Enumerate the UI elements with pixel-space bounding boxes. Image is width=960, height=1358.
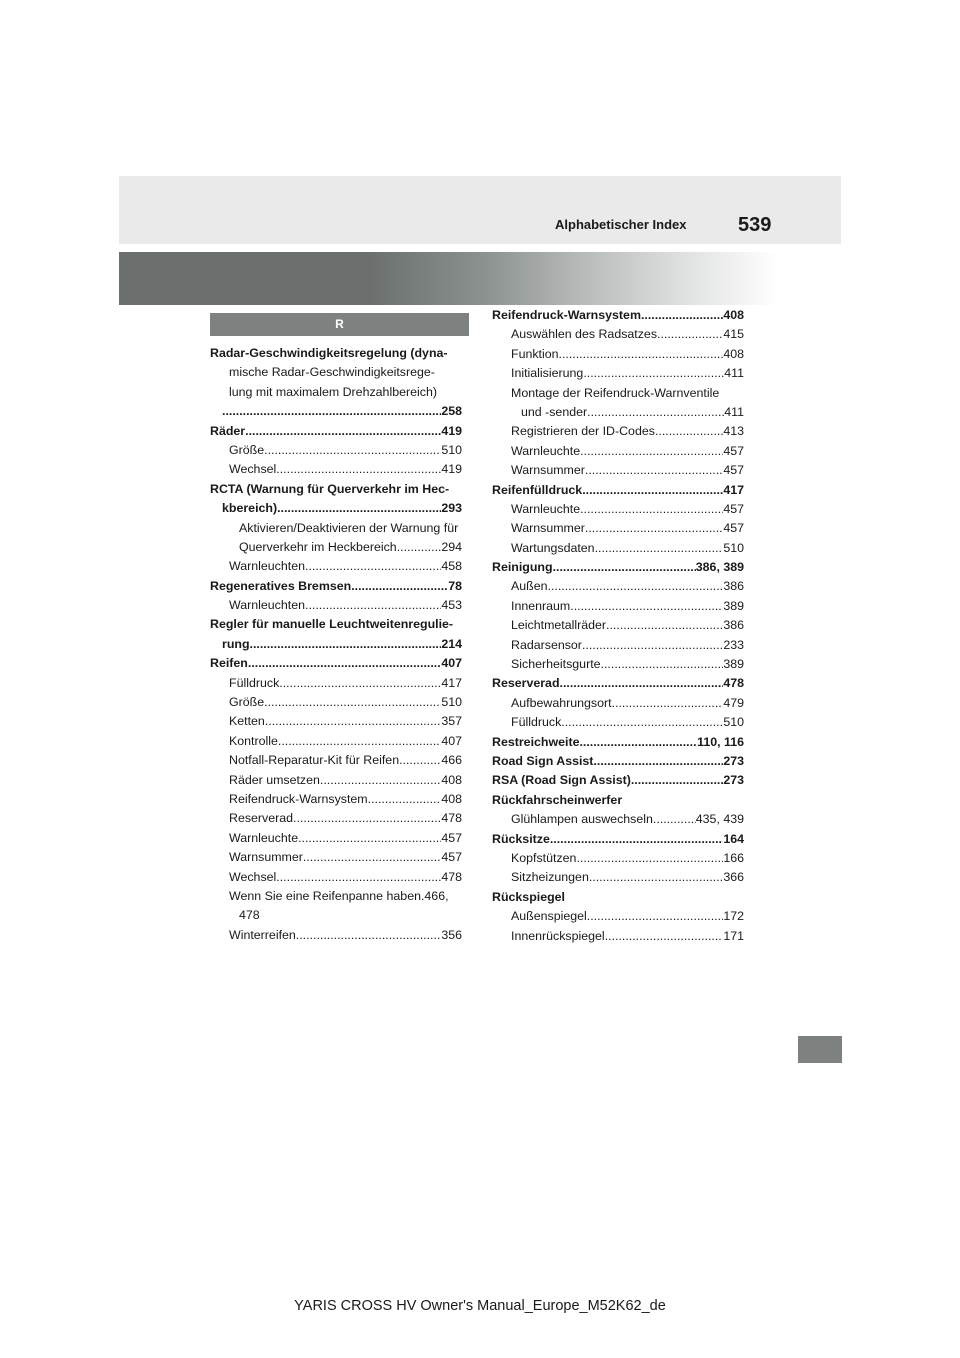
- index-subentry: [210, 771, 462, 790]
- index-subentry: [210, 868, 462, 887]
- index-entry: [492, 674, 744, 693]
- page-reference: 386, 389: [695, 560, 744, 575]
- dot-leader: [248, 654, 441, 673]
- entry-label: Wechsel: [229, 462, 277, 477]
- entry-label: Größe: [229, 442, 265, 457]
- dot-leader: [585, 519, 723, 538]
- index-subentry: [492, 325, 744, 344]
- page-reference: 466: [441, 753, 462, 768]
- entry-label: Reserverad: [492, 676, 560, 691]
- index-subentry: [492, 907, 744, 926]
- entry-label: Querverkehr im Heckbereich: [239, 539, 397, 554]
- page-number: 539: [738, 214, 772, 236]
- dot-leader: [589, 868, 723, 887]
- dot-leader: [303, 848, 441, 867]
- page-reference: 408: [723, 346, 744, 361]
- dot-leader: [265, 712, 441, 731]
- dot-leader: [601, 655, 724, 674]
- dot-leader: [278, 732, 441, 751]
- dot-leader: [605, 927, 724, 946]
- dot-leader: [320, 771, 441, 790]
- entry-label: Notfall-Reparatur-Kit für Reifen: [229, 753, 400, 768]
- dot-leader: [550, 830, 723, 849]
- dot-leader: [641, 306, 723, 325]
- entry-label: Fülldruck: [229, 675, 280, 690]
- entry-label: Sitzheizungen: [511, 870, 589, 885]
- index-subentry: [492, 868, 744, 887]
- index-subentry-text: Montage der Reifendruck-Warnventile: [511, 385, 720, 400]
- page-reference: 457: [441, 830, 462, 845]
- page-reference: 415: [723, 327, 744, 342]
- page-reference: 478: [723, 676, 744, 691]
- index-subentry: [492, 810, 744, 829]
- index-subentry: [492, 694, 744, 713]
- entry-label: Warnleuchte: [229, 830, 299, 845]
- dot-leader: [612, 694, 724, 713]
- page-reference: 419: [441, 462, 462, 477]
- index-entry: [492, 830, 744, 849]
- page-reference: 357: [441, 714, 462, 729]
- index-subentry: [492, 636, 744, 655]
- page-reference: 166: [723, 850, 744, 865]
- index-entry: [210, 499, 462, 518]
- entry-label: Warnleuchte: [511, 501, 581, 516]
- index-subentry: [210, 538, 462, 557]
- index-subentry: [492, 597, 744, 616]
- index-subentry: [492, 442, 744, 461]
- index-entry-text: Radar-Geschwindigkeitsregelung (dyna-: [210, 346, 448, 360]
- index-subentry-text: Wenn Sie eine Reifenpanne haben.466,: [229, 888, 449, 903]
- dot-leader: [579, 733, 697, 752]
- index-subentry: [210, 809, 462, 828]
- decorative-band: [119, 252, 779, 305]
- page-reference: 233: [723, 637, 744, 652]
- dot-leader: [657, 325, 723, 344]
- index-subentry: [492, 461, 744, 480]
- index-entry: [492, 733, 744, 752]
- entry-label: Warnsummer: [229, 850, 303, 865]
- entry-label: Regeneratives Bremsen: [210, 578, 352, 593]
- dot-leader: [559, 345, 724, 364]
- index-subentry: [210, 441, 462, 460]
- page-reference: 457: [723, 443, 744, 458]
- index-subentry: [492, 519, 744, 538]
- dot-leader: [399, 751, 441, 770]
- index-subentry: [210, 751, 462, 770]
- dot-leader: [264, 441, 441, 460]
- page-reference: 386: [723, 579, 744, 594]
- index-subentry-text: lung mit maximalem Drehzahlbereich): [229, 384, 437, 399]
- entry-label: Räder: [210, 423, 246, 438]
- index-subentry: [492, 927, 744, 946]
- index-entry: [210, 402, 462, 421]
- dot-leader: [587, 907, 724, 926]
- page-reference: 386: [723, 618, 744, 633]
- index-letter-header: R: [210, 313, 469, 336]
- index-column-left: [210, 344, 462, 945]
- entry-label: Kontrolle: [229, 733, 278, 748]
- index-entry: [210, 635, 462, 654]
- entry-label: Reserverad: [229, 811, 294, 826]
- index-subentry: [492, 500, 744, 519]
- dot-leader: [250, 635, 442, 654]
- page-reference: 408: [723, 308, 744, 322]
- thumb-index-tab: [798, 1036, 842, 1063]
- entry-label: Sicherheitsgurte: [511, 657, 601, 672]
- entry-label: Wechsel: [229, 869, 277, 884]
- dot-leader: [631, 771, 723, 790]
- dot-leader: [276, 460, 441, 479]
- page-reference: 78: [448, 578, 462, 593]
- index-entry: [210, 422, 462, 441]
- dot-leader: [553, 558, 696, 577]
- index-subentry: [210, 790, 462, 809]
- page-footer: YARIS CROSS HV Owner's Manual_Europe_M52K62_de: [294, 1298, 666, 1314]
- dot-leader: [397, 538, 442, 557]
- page-reference: 435, 439: [695, 812, 744, 827]
- dot-leader: [570, 597, 723, 616]
- index-entry-text: RCTA (Warnung für Querverkehr im Hec-: [210, 481, 450, 496]
- index-subentry: [210, 848, 462, 867]
- index-entry: [210, 654, 462, 673]
- page-reference: 273: [723, 773, 744, 788]
- entry-label: Reifenfülldruck: [492, 482, 583, 497]
- entry-label: Reinigung: [492, 560, 553, 575]
- page-reference: 478: [441, 869, 462, 884]
- entry-label: Räder umsetzen: [229, 772, 320, 787]
- entry-label: Warnleuchten: [229, 559, 305, 574]
- index-subentry: [210, 712, 462, 731]
- entry-label: Ketten: [229, 714, 265, 729]
- entry-label: Glühlampen auswechseln: [511, 812, 653, 827]
- page-reference: 453: [441, 598, 462, 613]
- dot-leader: [653, 810, 696, 829]
- entry-label: Auswählen des Radsatzes: [511, 327, 658, 342]
- dot-leader: [298, 829, 441, 848]
- index-entry-text: Regler für manuelle Leuchtweitenregulie-: [210, 617, 454, 632]
- page-reference: 214: [441, 636, 462, 651]
- index-subentry-text: Aktivieren/Deaktivieren der Warnung für: [239, 520, 459, 535]
- page-reference: 172: [723, 909, 744, 924]
- dot-leader: [561, 713, 723, 732]
- dot-leader: [576, 849, 723, 868]
- index-subentry: [492, 345, 744, 364]
- index-subentry: [492, 577, 744, 596]
- index-subentry: [492, 655, 744, 674]
- dot-leader: [655, 422, 723, 441]
- page-reference: 389: [723, 598, 744, 613]
- header-band: [119, 176, 841, 244]
- entry-label: Road Sign Assist: [492, 753, 594, 768]
- dot-leader: [305, 596, 441, 615]
- entry-label: Initialisierung: [511, 366, 584, 381]
- entry-label: Leichtmetallräder: [511, 618, 607, 633]
- entry-label: Wartungsdaten: [511, 540, 595, 555]
- page-reference: 171: [723, 928, 744, 943]
- entry-label: Innenrückspiegel: [511, 928, 605, 943]
- dot-leader: [305, 557, 441, 576]
- page-reference: 356: [441, 927, 462, 942]
- index-subentry: [210, 460, 462, 479]
- index-subentry-text: 478: [239, 908, 260, 923]
- dot-leader: [580, 500, 723, 519]
- index-subentry: [210, 732, 462, 751]
- page-reference: 419: [441, 423, 462, 438]
- dot-leader: [277, 499, 441, 518]
- dot-leader: [582, 636, 723, 655]
- dot-leader: [560, 674, 724, 693]
- index-subentry: [492, 713, 744, 732]
- index-subentry: [492, 364, 744, 383]
- dot-leader: [368, 790, 442, 809]
- page-reference: 273: [723, 753, 744, 768]
- page-reference: 510: [441, 442, 462, 457]
- entry-label: Warnsummer: [511, 463, 585, 478]
- index-subentry: [492, 849, 744, 868]
- page-reference: 411: [724, 366, 744, 381]
- dot-leader: [582, 481, 723, 500]
- dot-leader: [279, 674, 441, 693]
- dot-leader: [276, 868, 441, 887]
- entry-label: Reifen: [210, 656, 248, 671]
- index-subentry-text: mische Radar-Geschwindigkeitsrege-: [229, 365, 435, 380]
- index-subentry: [210, 596, 462, 615]
- index-entry-text: Rückfahrscheinwerfer: [492, 792, 623, 807]
- index-subentry: [492, 422, 744, 441]
- page-reference: 417: [723, 482, 744, 497]
- entry-label: Fülldruck: [511, 715, 562, 730]
- dot-leader: [583, 364, 724, 383]
- page-reference: 411: [724, 404, 744, 419]
- page-reference: 510: [723, 540, 744, 555]
- page-reference: 164: [723, 831, 744, 846]
- entry-label: kbereich): [222, 501, 278, 516]
- dot-leader: [585, 461, 723, 480]
- entry-label: Reifendruck-Warnsystem: [229, 791, 368, 806]
- entry-label: Restreichweite: [492, 734, 580, 749]
- entry-label: Kopfstützen: [511, 850, 577, 865]
- page-reference: 110, 116: [697, 734, 744, 749]
- page-reference: 408: [441, 772, 462, 787]
- index-subentry: [492, 616, 744, 635]
- index-entry: [492, 481, 744, 500]
- index-subentry: [210, 829, 462, 848]
- entry-label: Aufbewahrungsort: [511, 695, 612, 710]
- index-subentry: [492, 403, 744, 422]
- dot-leader: [593, 752, 723, 771]
- entry-label: Funktion: [511, 346, 559, 361]
- page-reference: 389: [723, 657, 744, 672]
- index-entry: [492, 558, 744, 577]
- dot-leader: [587, 403, 724, 422]
- index-subentry: [210, 557, 462, 576]
- entry-label: Größe: [229, 695, 265, 710]
- page-reference: 478: [441, 811, 462, 826]
- page-reference: 293: [441, 501, 462, 516]
- page-reference: 457: [723, 501, 744, 516]
- section-title: Alphabetischer Index: [555, 217, 687, 232]
- page-reference: 407: [441, 656, 462, 671]
- dot-leader: [548, 577, 724, 596]
- index-subentry: [210, 674, 462, 693]
- index-subentry: [210, 926, 462, 945]
- dot-leader: [296, 926, 442, 945]
- page-reference: 366: [723, 870, 744, 885]
- page-reference: 458: [441, 559, 462, 574]
- entry-label: und -sender: [521, 404, 588, 419]
- page-reference: 258: [441, 404, 462, 419]
- dot-leader: [606, 616, 723, 635]
- page-reference: 457: [441, 850, 462, 865]
- index-subentry: [210, 693, 462, 712]
- page-reference: 479: [723, 695, 744, 710]
- dot-leader: [293, 809, 441, 828]
- entry-label: RSA (Road Sign Assist): [492, 773, 631, 788]
- page-reference: 457: [723, 463, 744, 478]
- entry-label: Warnleuchte: [511, 443, 581, 458]
- page-reference: 413: [723, 424, 744, 439]
- page-reference: 457: [723, 521, 744, 536]
- dot-leader: [595, 539, 724, 558]
- page-reference: 510: [441, 695, 462, 710]
- index-column-right: [492, 306, 744, 946]
- index-entry: [492, 306, 744, 325]
- entry-label: Winterreifen: [229, 927, 296, 942]
- dot-leader: [245, 422, 441, 441]
- index-entry: [210, 577, 462, 596]
- index-entry-text: Rückspiegel: [492, 889, 565, 904]
- entry-label: Rücksitze: [492, 831, 550, 846]
- page-reference: 408: [441, 791, 462, 806]
- index-entry: [492, 752, 744, 771]
- entry-label: Radarsensor: [511, 637, 582, 652]
- entry-label: rung: [222, 636, 250, 651]
- entry-label: Reifendruck-Warnsystem: [492, 308, 641, 322]
- index-entry: [492, 771, 744, 790]
- dot-leader: [222, 402, 441, 421]
- dot-leader: [580, 442, 723, 461]
- entry-label: Außen: [511, 579, 548, 594]
- entry-label: Innenraum: [511, 598, 571, 613]
- index-subentry: [492, 539, 744, 558]
- entry-label: Registrieren der ID-Codes: [511, 424, 655, 439]
- dot-leader: [351, 577, 448, 596]
- page-reference: 417: [441, 675, 462, 690]
- page-reference: 407: [441, 733, 462, 748]
- page-reference: 294: [441, 539, 462, 554]
- page-reference: 510: [723, 715, 744, 730]
- dot-leader: [264, 693, 441, 712]
- entry-label: Warnsummer: [511, 521, 585, 536]
- entry-label: Außenspiegel: [511, 909, 587, 924]
- entry-label: Warnleuchten: [229, 598, 305, 613]
